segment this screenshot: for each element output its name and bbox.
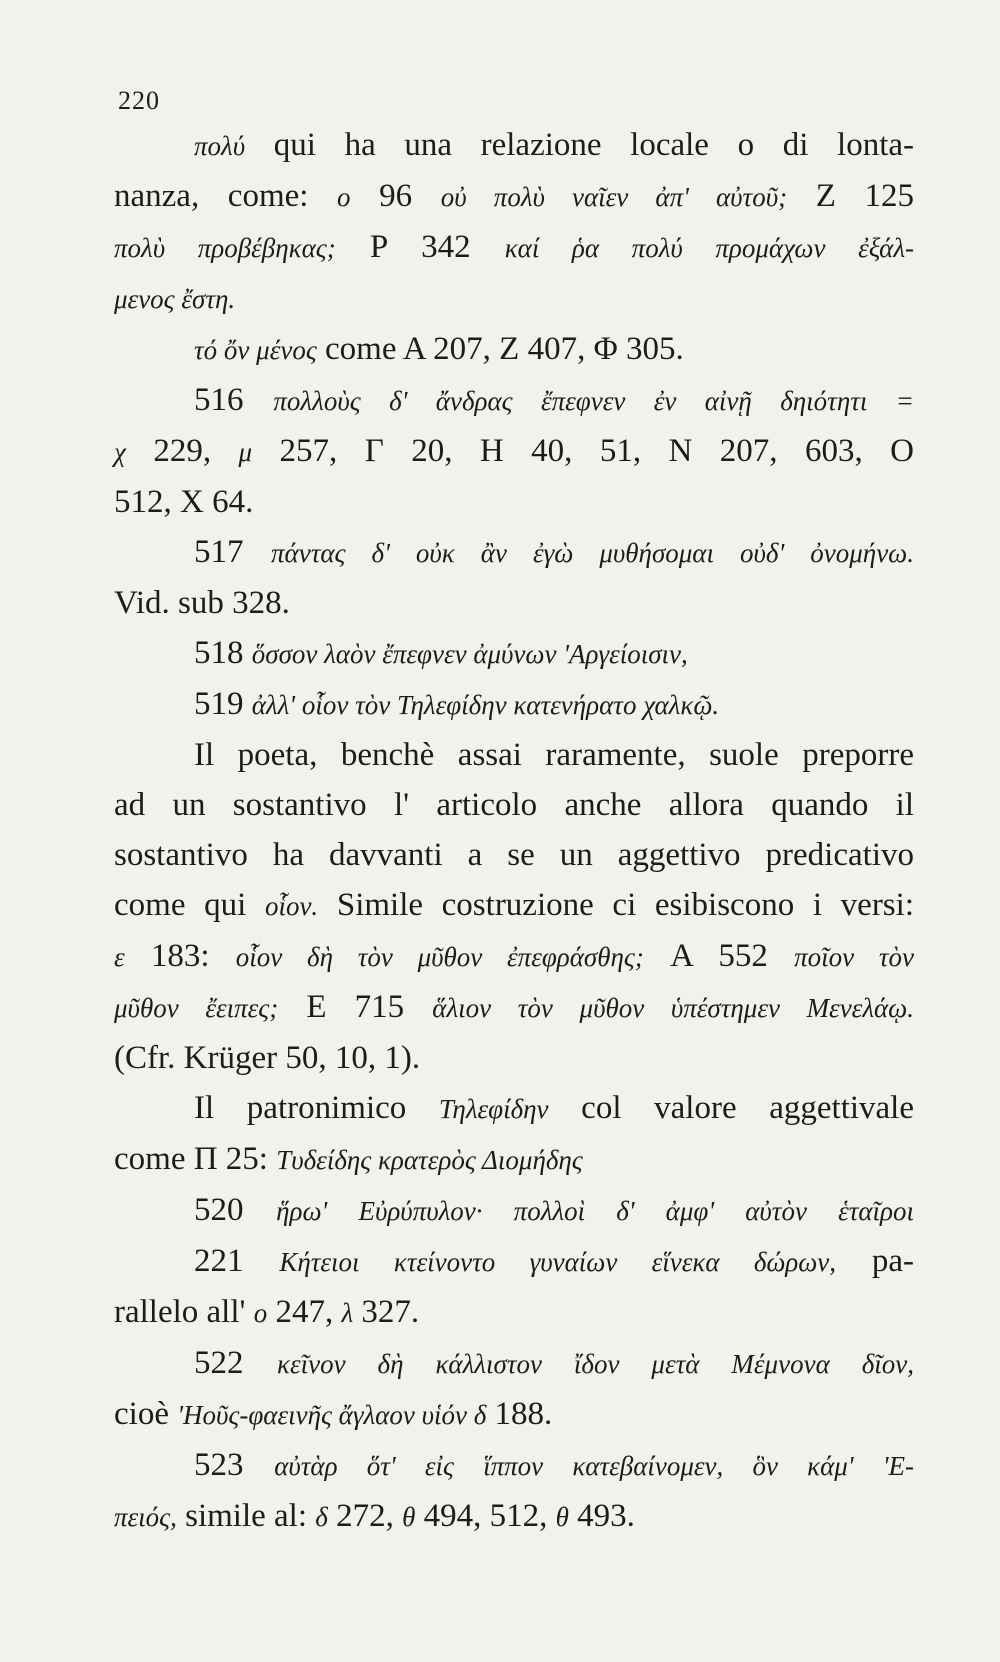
greek-quotation: θ (402, 1502, 416, 1532)
text-line (114, 931, 914, 982)
text-line (114, 527, 914, 578)
greek-quotation: 'Ηοῦς-φαεινῆς ἄγλαον υἱόν δ (177, 1400, 487, 1430)
greek-quotation: οὐ πολὺ ναῖεν ἀπ' αὐτοῦ; (440, 182, 788, 212)
text-line (114, 477, 914, 527)
text-line (114, 1389, 914, 1440)
commentary-text: pa- (836, 1243, 914, 1279)
commentary-text: ad un sostantivo l' articolo anche allora quando il (114, 787, 914, 823)
commentary-text: 272, (327, 1498, 403, 1534)
text-line (114, 679, 914, 730)
greek-quotation: θ (555, 1502, 569, 1532)
greek-quotation: Κήτειοι κτείνοντο γυναίων εἵνεκα δώρων, (279, 1247, 837, 1277)
greek-quotation: Τυδείδης κρατερὸς Διομήδης (276, 1145, 583, 1175)
text-line (114, 1083, 914, 1134)
greek-quotation: ἅλιον τὸν μῦθον ὑπέστημεν Μενελάῳ. (432, 993, 914, 1023)
commentary-text: 523 (194, 1447, 275, 1483)
commentary-text: 327. (353, 1294, 420, 1330)
greek-quotation: πάντας δ' οὐκ ἂν ἐγὼ μυθήσομαι οὐδ' ὀνομήνω. (271, 538, 914, 568)
commentary-text: Vid. sub 328. (114, 585, 290, 621)
commentary-text: come qui (114, 887, 265, 923)
greek-quotation: πολύ (194, 131, 246, 161)
text-line (114, 222, 914, 273)
greek-quotation: μ (238, 437, 253, 467)
greek-quotation: πολὺ προβέβηκας; (114, 233, 336, 263)
commentary-text: col valore aggettivale (548, 1090, 914, 1126)
text-line (114, 1491, 914, 1542)
text-line (114, 1440, 914, 1491)
greek-quotation: λ (341, 1298, 354, 1328)
text-line (114, 1033, 914, 1083)
commentary-text: Il patronimico (194, 1090, 439, 1126)
commentary-text: 247, (267, 1294, 342, 1330)
commentary-text: 516 (194, 382, 274, 418)
greek-quotation: πειός, (114, 1502, 177, 1532)
greek-quotation: οἷον δὴ τὸν μῦθον ἐπεφράσθης; (235, 942, 644, 972)
text-line (114, 628, 914, 679)
commentary-text: 518 (194, 635, 252, 671)
text-line (114, 830, 914, 880)
commentary-text: 520 (194, 1192, 277, 1228)
text-line (114, 880, 914, 931)
greek-quotation: κεῖνον δὴ κάλλιστον ἴδον μετὰ Μέμνονα δῖον, (276, 1349, 915, 1379)
text-line (114, 324, 914, 375)
text-line (114, 1287, 914, 1338)
commentary-text: nanza, come: (114, 178, 338, 214)
greek-quotation: Τηλεφίδην (438, 1094, 549, 1124)
commentary-text: 519 (194, 686, 252, 722)
page-number: 220 (118, 86, 160, 115)
greek-quotation: τό ὄν μένος (194, 335, 317, 365)
commentary-text: 493. (568, 1498, 635, 1534)
commentary-text: 221 (194, 1243, 280, 1279)
text-line (114, 375, 914, 426)
greek-quotation: μενος ἔστη. (114, 284, 236, 314)
commentary-text: Z 125 (787, 178, 914, 214)
greek-quotation: ποῖον τὸν (794, 942, 914, 972)
commentary-text: rallelo all' (114, 1294, 254, 1330)
text-line (114, 1134, 914, 1185)
commentary-text: simile al: (176, 1498, 316, 1534)
greek-quotation: καί ῥα πολύ προμάχων ἐξάλ- (504, 233, 914, 263)
greek-quotation: ε (114, 942, 125, 972)
text-line (114, 1236, 914, 1287)
text-line (114, 1338, 914, 1389)
greek-quotation: χ (114, 437, 126, 467)
commentary-text: come Π 25: (114, 1141, 277, 1177)
commentary-text: 512, X 64. (114, 484, 254, 520)
commentary-text: 96 (350, 178, 441, 214)
greek-quotation: δ (315, 1502, 328, 1532)
text-line (114, 730, 914, 780)
greek-quotation: ο (253, 1298, 268, 1328)
text-line (114, 780, 914, 830)
greek-quotation: ἥρω' Εὐρύπυλον· πολλοὶ δ' ἀμφ' αὐτὸν ἑταῖροι (276, 1196, 915, 1226)
greek-quotation: πολλοὺς δ' ἄνδρας ἔπεφνεν ἐν αἰνῇ δηιότητι = (273, 386, 915, 416)
greek-quotation: ο (337, 182, 351, 212)
commentary-text: 257, Γ 20, H 40, 51, N 207, 603, O (252, 433, 914, 469)
commentary-text: E 715 (278, 989, 433, 1025)
commentary-text: P 342 (335, 229, 505, 265)
commentary-text: 183: (124, 938, 236, 974)
text-line (114, 426, 914, 477)
commentary-text: come A 207, Z 407, Φ 305. (316, 331, 684, 367)
commentary-text: 494, 512, (415, 1498, 556, 1534)
greek-quotation: ἀλλ' οἷον τὸν Τηλεφίδην κατενήρατο χαλκῷ. (251, 690, 720, 720)
commentary-text: 522 (194, 1345, 277, 1381)
commentary-text: cioè (114, 1396, 178, 1432)
commentary-text: A 552 (643, 938, 795, 974)
greek-quotation: μῦθον ἔειπες; (114, 993, 279, 1023)
text-line (114, 982, 914, 1033)
commentary-text: 229, (125, 433, 239, 469)
commentary-text: sostantivo ha davvanti a se un aggettivo predicativo (114, 837, 914, 873)
commentary-text: 517 (194, 534, 272, 570)
commentary-text: Simile costruzione ci esibiscono i versi: (318, 887, 914, 923)
text-line (114, 273, 914, 324)
greek-quotation: ὅσσον λαὸν ἔπεφνεν ἀμύνων 'Αργείοισιν, (251, 639, 688, 669)
commentary-text: Il poeta, benchè assai raramente, suole preporre (194, 737, 914, 773)
commentary-text: qui ha una relazione locale o di lonta- (245, 127, 914, 163)
greek-quotation: αὐτὰρ ὅτ' εἰς ἵππον κατεβαίνομεν, ὃν κάμ' 'Ε- (274, 1451, 915, 1481)
text-line (114, 1185, 914, 1236)
text-line (114, 578, 914, 628)
commentary-text: (Cfr. Krüger 50, 10, 1). (114, 1040, 421, 1076)
text-line (114, 120, 914, 171)
greek-quotation: οἷον. (264, 891, 319, 921)
text-line (114, 171, 914, 222)
commentary-text: 188. (486, 1396, 553, 1432)
body-text (114, 120, 914, 1542)
